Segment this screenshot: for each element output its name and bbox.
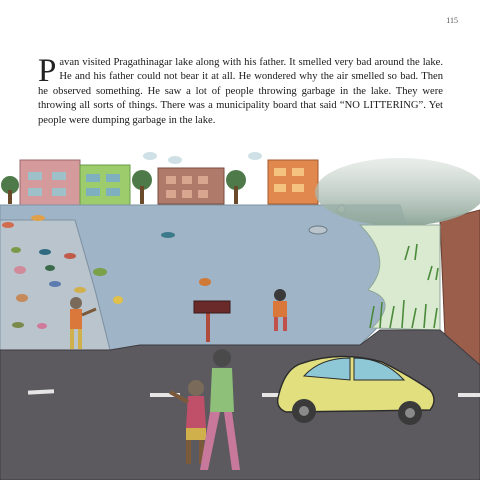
building-icon [20,160,80,205]
story-text: avan visited Pragathinagar lake along with his father. It smelled very bad around the lake. He and his father could not bear it at all. He wondered why the air smelled so bad. Then he observed something. He saw a lot of people throwing garbage in the lake. They were throwing all sorts of things. There was a municipality board that said “NO LITTERING”. Yet people were dumping garbage in the lake. [38,57,443,126]
drop-cap: P [38,53,57,89]
story-paragraph [38,53,443,128]
clouds [143,152,262,164]
building-icon [80,165,130,205]
page-number: 115 [446,16,458,25]
building-icon [158,168,224,204]
buildings [20,160,318,205]
tree-icon [315,158,480,226]
building-icon [268,160,318,204]
lake-illustration [0,150,480,480]
